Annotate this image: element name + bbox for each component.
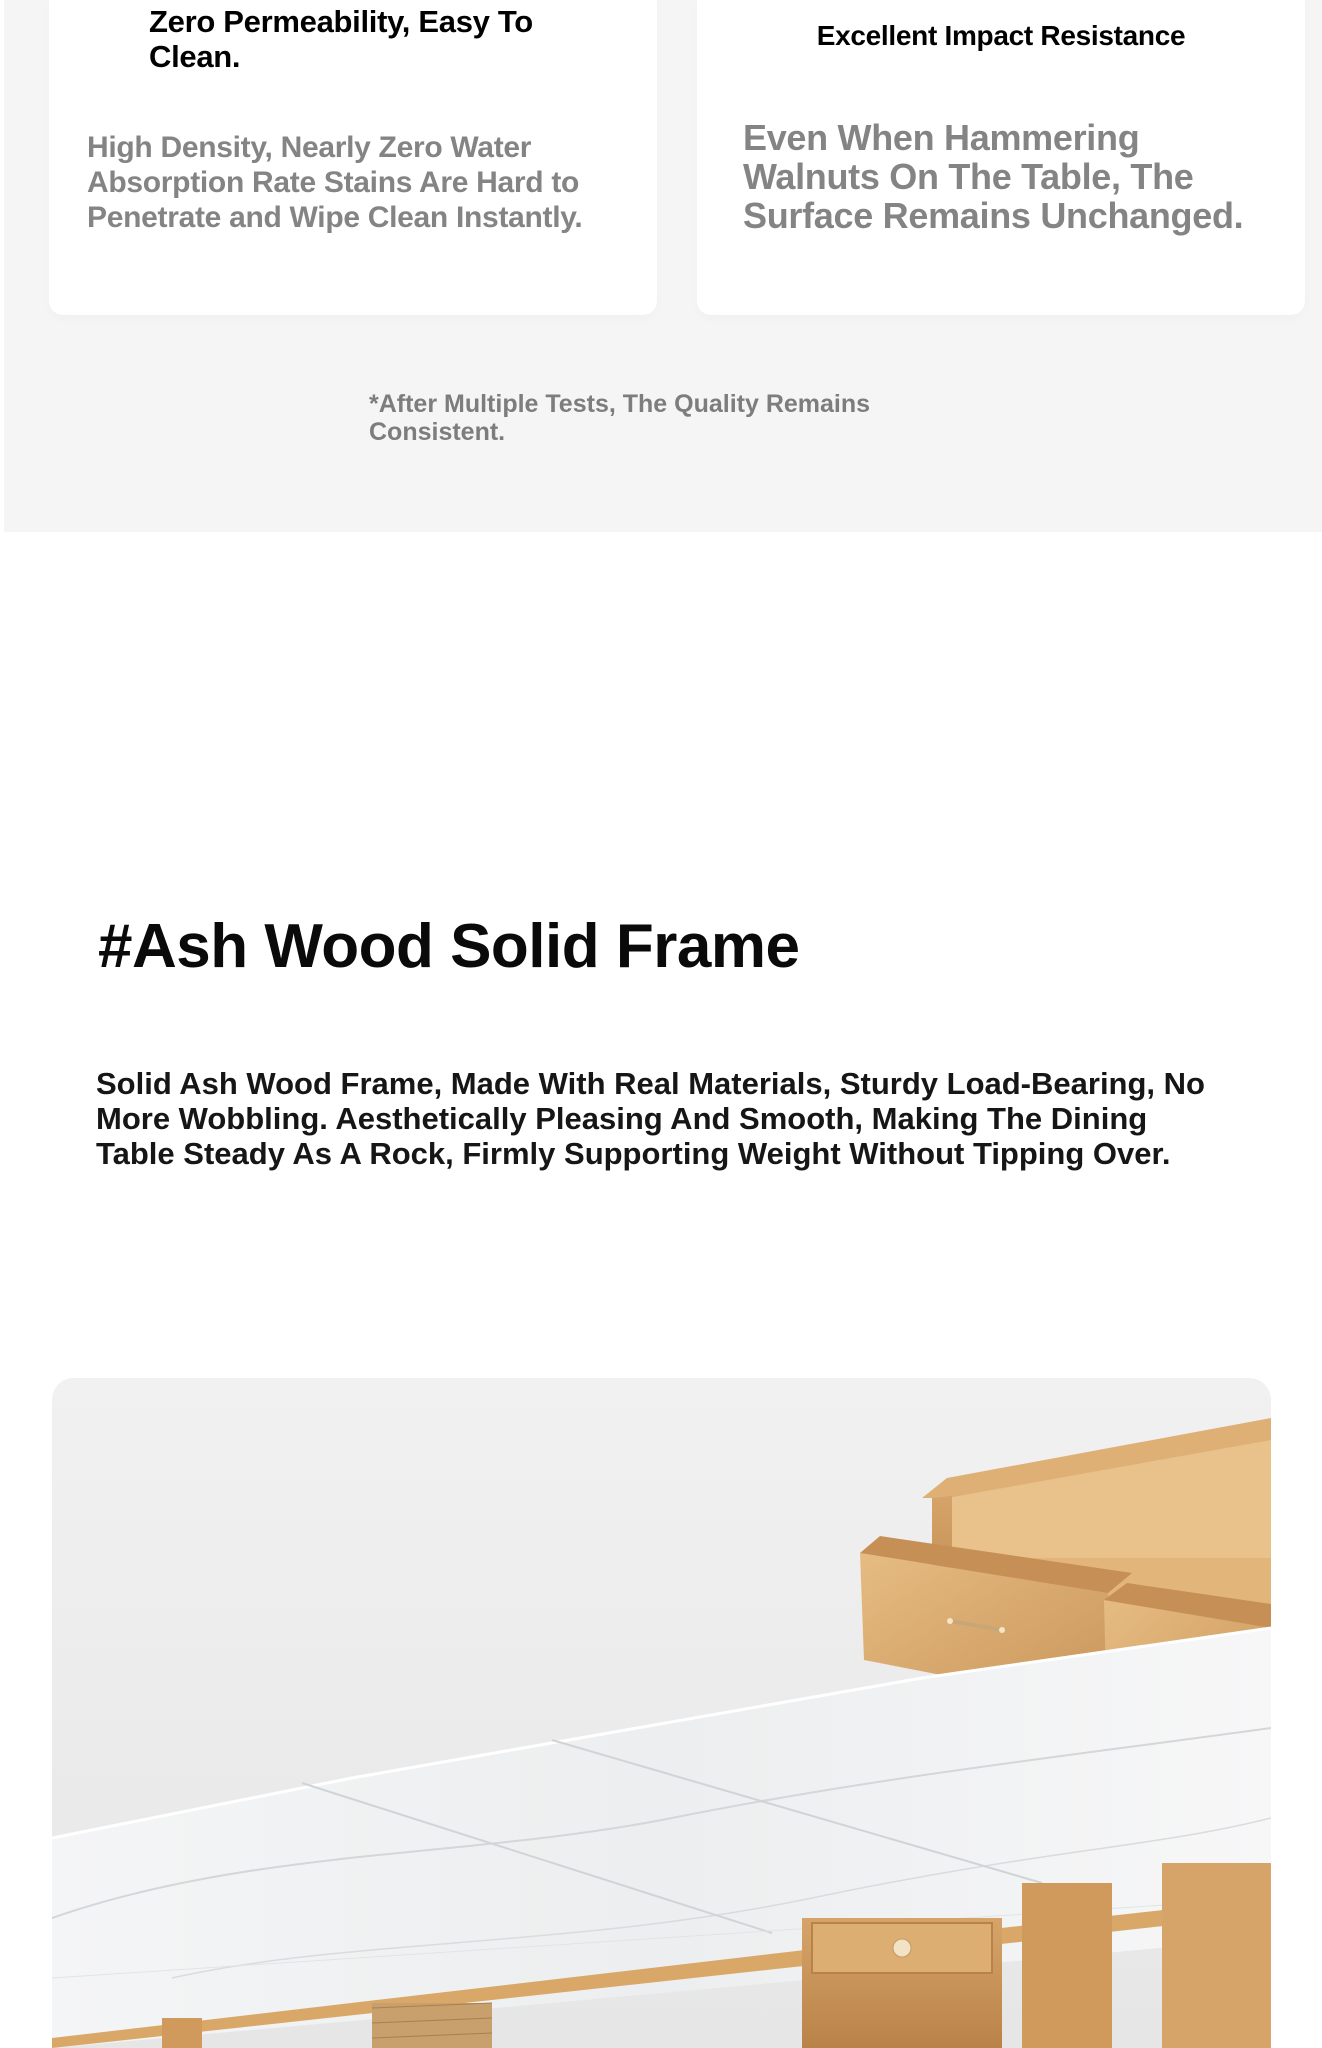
section-heading: #Ash Wood Solid Frame [98,912,800,981]
feature-title: Zero Permeability, Easy To Clean. [149,4,533,74]
test-footnote: *After Multiple Tests, The Quality Remains Consistent. [369,390,871,446]
section-description: Solid Ash Wood Frame, Made With Real Materials, Sturdy Load-Bearing, No More Wobbling. Aesthetically Pleasing And Smooth, Making The Dining Table Steady As A Rock, Firmly Supporting Weight Without Tipping Over. [96,1066,1205,1171]
dining-table-illustration [52,1378,1271,2048]
feature-title: Excellent Impact Resistance [816,20,1186,51]
feature-card-permeability [49,0,657,315]
features-band [4,0,1322,532]
feature-description: Even When Hammering Walnuts On The Table, The Surface Remains Unchanged. [743,117,1244,236]
dining-table-product-image [52,1378,1271,2048]
feature-card-impact [697,0,1305,315]
feature-description: High Density, Nearly Zero Water Absorption Rate Stains Are Hard to Penetrate and Wipe Clean Instantly. [87,131,583,234]
